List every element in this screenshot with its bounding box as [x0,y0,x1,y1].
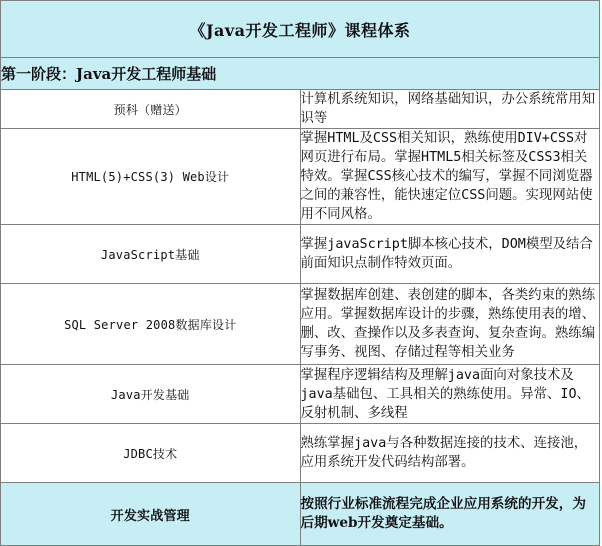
page-title: 《Java开发工程师》课程体系 [1,1,600,58]
course-name: JDBC技术 [1,424,301,483]
table-row [1,365,600,424]
course-name: SQL Server 2008数据库设计 [1,284,301,365]
title-row [1,1,600,58]
table-row [1,90,600,129]
table-row [1,483,600,546]
table-row [1,129,600,225]
course-content: 按照行业标准流程完成企业应用系统的开发，为后期web开发奠定基础。 [300,483,600,546]
course-name: 预科（赠送） [1,90,301,129]
course-name: 开发实战管理 [1,483,301,546]
stage-heading: 第一阶段：Java开发工程师基础 [1,58,600,90]
course-content: 计算机系统知识，网络基础知识，办公系统常用知识等 [300,90,600,129]
table-row [1,424,600,483]
course-content: 掌握javaScript脚本核心技术，DOM模型及结合前面知识点制作特效页面。 [300,225,600,284]
table-row [1,225,600,284]
stage-row [1,58,600,90]
table-row [1,284,600,365]
course-content: 熟练掌握java与各种数据连接的技术、连接池，应用系统开发代码结构部署。 [300,424,600,483]
course-content: 掌握数据库创建、表创建的脚本，各类约束的熟练应用。掌握数据库设计的步骤，熟练使用表的增、删、改、查操作以及多表查询、复杂查询。熟练编写事务、视图、存储过程等相关业务 [300,284,600,365]
course-content: 掌握HTML及CSS相关知识，熟练使用DIV+CSS对网页进行布局。掌握HTML5相关标签及CSS3相关特效。掌握CSS核心技术的编写，掌握不同浏览器之间的兼容性，能快速定位CSS问题。实现网站使用不同风格。 [300,129,600,225]
course-name: Java开发基础 [1,365,301,424]
course-content: 掌握程序逻辑结构及理解java面向对象技术及java基础包、工具相关的熟练使用。异常、IO、反射机制、多线程 [300,365,600,424]
course-name: JavaScript基础 [1,225,301,284]
course-name: HTML(5)+CSS(3) Web设计 [1,129,301,225]
